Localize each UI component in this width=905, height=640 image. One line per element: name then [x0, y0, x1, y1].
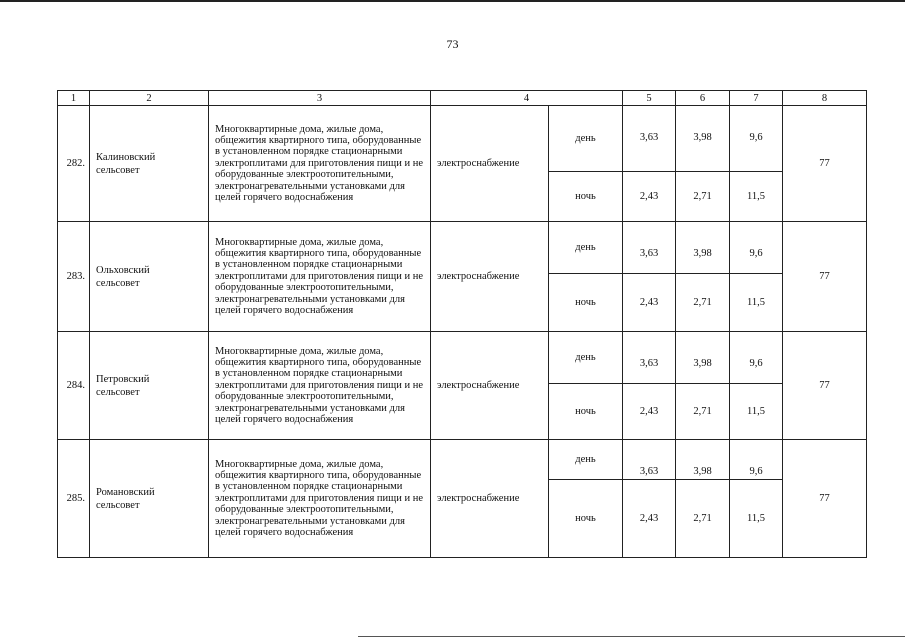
consumer-description: Многоквартирные дома, жилые дома, общежития квартирного типа, оборудованные в установленном порядке стационарными электроплитами для приготовления пищи и не оборудованные электроотопительными, электронагревательными установками для целей горячего водоснабжения	[209, 440, 431, 558]
service-type: электроснабжение	[431, 222, 549, 332]
council-name-line2: сельсовет	[96, 164, 140, 176]
day-value-7: 9,6	[730, 332, 783, 384]
header-cell: 7	[730, 91, 783, 106]
top-border-line	[0, 0, 905, 2]
night-value-7: 11,5	[730, 480, 783, 558]
service-type: электроснабжение	[431, 106, 549, 222]
council-name-line1: Ольховский	[96, 264, 150, 276]
header-cell: 1	[58, 91, 90, 106]
day-value-7: 9,6	[730, 222, 783, 274]
night-value-5: 2,43	[623, 274, 676, 332]
day-label: день	[549, 440, 623, 480]
night-value-7: 11,5	[730, 274, 783, 332]
day-value-6: 3,98	[676, 222, 730, 274]
night-value-6: 2,71	[676, 274, 730, 332]
row-number: 285.	[58, 440, 90, 558]
night-label: ночь	[549, 480, 623, 558]
service-type: электроснабжение	[431, 440, 549, 558]
day-value-6: 3,98	[676, 332, 730, 384]
night-value-6: 2,71	[676, 384, 730, 440]
tariff-table	[57, 90, 867, 558]
header-cell: 6	[676, 91, 730, 106]
header-cell: 2	[90, 91, 209, 106]
table-row	[58, 440, 867, 480]
bottom-border-line	[358, 636, 905, 637]
day-value-5: 3,63	[623, 222, 676, 274]
night-value-7: 11,5	[730, 172, 783, 222]
council-name-line2: сельсовет	[96, 499, 140, 511]
service-type: электроснабжение	[431, 332, 549, 440]
table-row	[58, 222, 867, 274]
night-value-5: 2,43	[623, 480, 676, 558]
norm-value: 77	[783, 106, 867, 222]
table-body	[58, 91, 867, 558]
norm-value: 77	[783, 222, 867, 332]
night-value-6: 2,71	[676, 480, 730, 558]
norm-value: 77	[783, 332, 867, 440]
council-name	[90, 106, 209, 222]
night-label: ночь	[549, 384, 623, 440]
header-cell: 8	[783, 91, 867, 106]
table-row	[58, 332, 867, 384]
row-number: 283.	[58, 222, 90, 332]
header-cell: 5	[623, 91, 676, 106]
council-name-line1: Романовский	[96, 486, 155, 498]
day-value-6: 3,98	[676, 106, 730, 172]
page-number: 73	[446, 37, 459, 51]
header-cell: 3	[209, 91, 431, 106]
night-value-6: 2,71	[676, 172, 730, 222]
table-row	[58, 106, 867, 172]
council-name	[90, 222, 209, 332]
row-number: 282.	[58, 106, 90, 222]
council-name-line1: Калиновский	[96, 151, 156, 163]
night-label: ночь	[549, 274, 623, 332]
consumer-description: Многоквартирные дома, жилые дома, общежития квартирного типа, оборудованные в установленном порядке стационарными электроплитами для приготовления пищи и не оборудованные электроотопительными, электронагревательными установками для целей горячего водоснабжения	[209, 106, 431, 222]
night-value-5: 2,43	[623, 384, 676, 440]
council-name	[90, 332, 209, 440]
day-value-7: 9,6	[730, 106, 783, 172]
day-label: день	[549, 222, 623, 274]
day-label: день	[549, 106, 623, 172]
night-value-7: 11,5	[730, 384, 783, 440]
consumer-description: Многоквартирные дома, жилые дома, общежития квартирного типа, оборудованные в установленном порядке стационарными электроплитами для приготовления пищи и не оборудованные электроотопительными, электронагревательными установками для целей горячего водоснабжения	[209, 222, 431, 332]
day-label: день	[549, 332, 623, 384]
council-name	[90, 440, 209, 558]
day-value-5: 3,63	[623, 440, 676, 480]
night-value-5: 2,43	[623, 172, 676, 222]
council-name-line2: сельсовет	[96, 277, 140, 289]
day-value-6: 3,98	[676, 440, 730, 480]
council-name-line2: сельсовет	[96, 386, 140, 398]
night-label: ночь	[549, 172, 623, 222]
row-number: 284.	[58, 332, 90, 440]
day-value-7: 9,6	[730, 440, 783, 480]
consumer-description: Многоквартирные дома, жилые дома, общежития квартирного типа, оборудованные в установленном порядке стационарными электроплитами для приготовления пищи и не оборудованные электроотопительными, электронагревательными установками для целей горячего водоснабжения	[209, 332, 431, 440]
day-value-5: 3,63	[623, 332, 676, 384]
norm-value: 77	[783, 440, 867, 558]
day-value-5: 3,63	[623, 106, 676, 172]
header-row	[58, 91, 867, 106]
header-cell: 4	[431, 91, 623, 106]
council-name-line1: Петровский	[96, 373, 150, 385]
